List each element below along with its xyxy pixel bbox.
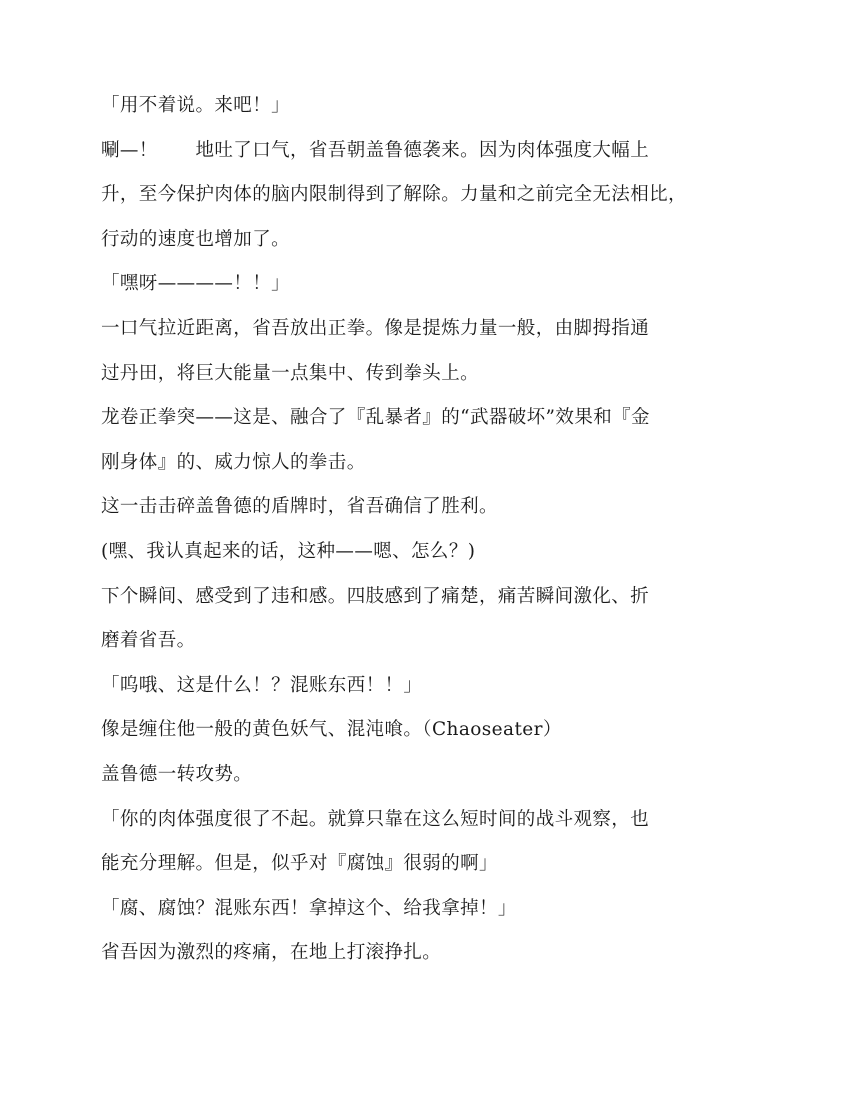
text-line: 下个瞬间、感受到了违和感。四肢感到了痛楚，痛苦瞬间激化、折 bbox=[101, 585, 650, 607]
text-line: (嘿、我认真起来的话，这种——嗯、怎么？) bbox=[101, 540, 476, 562]
text-line: 刚身体』的、威力惊人的拳击。 bbox=[101, 451, 366, 473]
text-line: 龙卷正拳突——这是、融合了『乱暴者』的“武器破坏”效果和『金 bbox=[101, 407, 650, 429]
text-line: 「嘿呀————！！」 bbox=[101, 273, 291, 295]
text-line: 这一击击碎盖鲁德的盾牌时，省吾确信了胜利。 bbox=[101, 496, 498, 518]
text-line: 「你的肉体强度很了不起。就算只靠在这么短时间的战斗观察，也 bbox=[101, 808, 650, 830]
text-line: 「用不着说。来吧！」 bbox=[101, 95, 291, 116]
text-line: 能充分理解。但是，似乎对『腐蚀』很弱的啊」 bbox=[101, 853, 498, 875]
text-line: 过丹田，将巨大能量一点集中、传到拳头上。 bbox=[101, 362, 480, 384]
text-line: 「呜哦、这是什么！？混账东西！！」 bbox=[101, 674, 423, 696]
text-line: 行动的速度也增加了。 bbox=[101, 228, 291, 250]
text-line: 一口气拉近距离，省吾放出正拳。像是提炼力量一般，由脚拇指通 bbox=[101, 317, 650, 339]
text-line: 升，至今保护肉体的脑内限制得到了解除。力量和之前完全无法相比， bbox=[101, 184, 687, 206]
document-body bbox=[101, 95, 751, 987]
text-line: 像是缠住他一般的黄色妖气、混沌喰。（Chaoseater） bbox=[101, 719, 562, 741]
text-line: 唰—！ 地吐了口气，省吾朝盖鲁德袭来。因为肉体强度大幅上 bbox=[101, 139, 650, 161]
text-line: 省吾因为激烈的疼痛，在地上打滚挣扎。 bbox=[101, 942, 442, 964]
text-line: 「腐、腐蚀？混账东西！拿掉这个、给我拿掉！」 bbox=[101, 897, 517, 919]
text-line: 盖鲁德一转攻势。 bbox=[101, 763, 253, 785]
text-line: 磨着省吾。 bbox=[101, 630, 196, 652]
